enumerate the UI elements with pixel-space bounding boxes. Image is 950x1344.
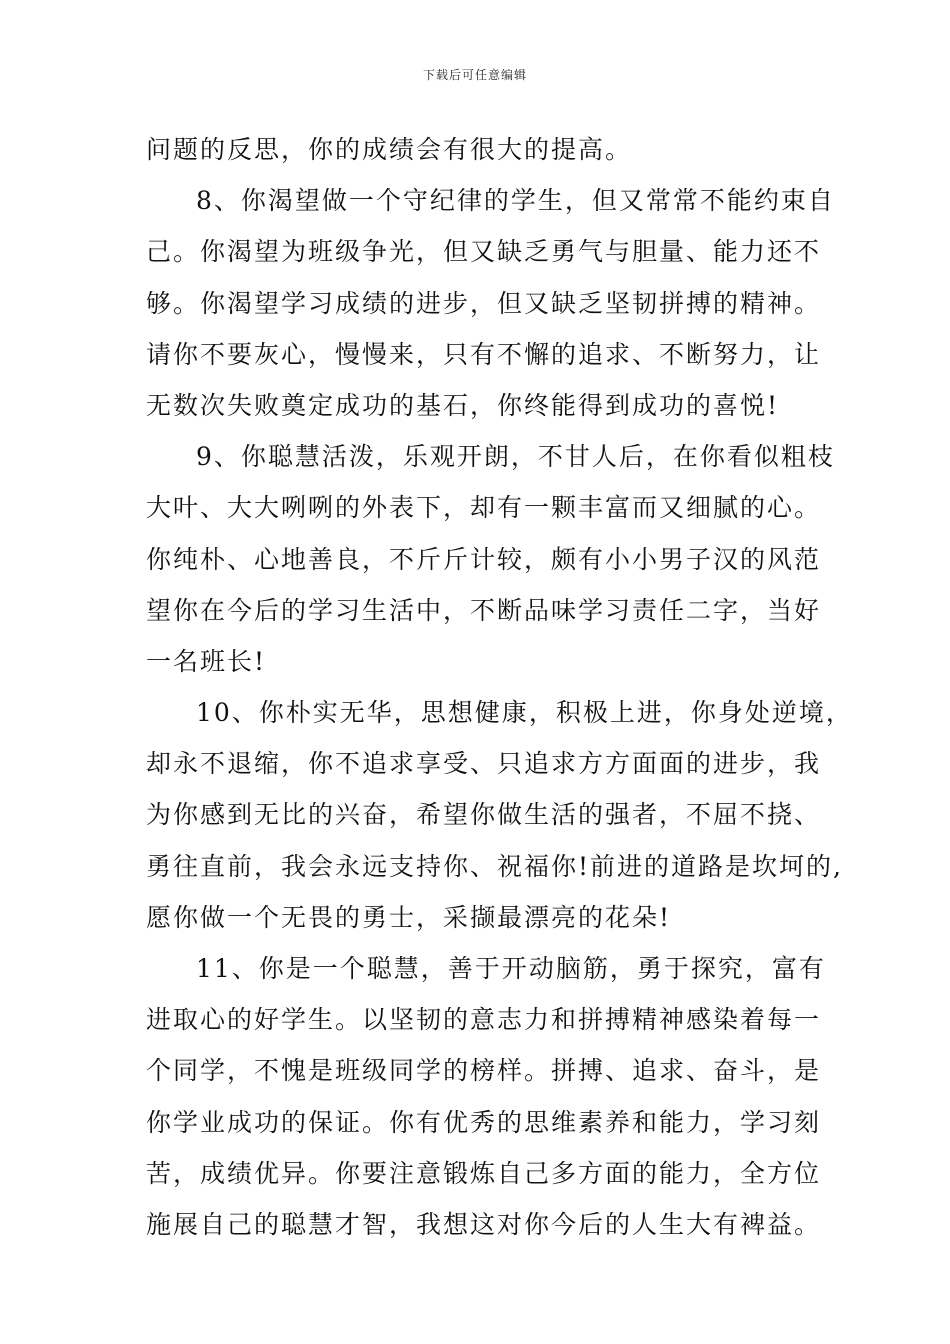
text-line: 愿你做一个无畏的勇士，采撷最漂亮的花朵!	[146, 902, 672, 932]
text-line: 10、你朴实无华，思想健康，积极上进，你身处逆境，	[196, 698, 853, 728]
text-line: 请你不要灰心，慢慢来，只有不懈的追求、不断努力，让	[146, 339, 822, 369]
text-line: 勇往直前，我会永远支持你、祝福你!前进的道路是坎坷的,	[146, 851, 843, 881]
text-line: 望你在今后的学习生活中，不断品味学习责任二字，当好	[146, 595, 822, 625]
text-line: 却永不退缩，你不追求享受、只追求方方面面的进步，我	[146, 749, 822, 779]
text-line: 你纯朴、心地善良，不斤斤计较，颇有小小男子汉的风范	[146, 544, 822, 574]
text-line: 进取心的好学生。以坚韧的意志力和拼搏精神感染着每一	[146, 1005, 822, 1035]
text-line: 8、你渴望做一个守纪律的学生，但又常常不能约束自	[196, 186, 835, 216]
document-body	[146, 124, 853, 1250]
text-line: 你学业成功的保证。你有优秀的思维素养和能力，学习刻	[146, 1107, 822, 1137]
text-line: 苦，成绩优异。你要注意锻炼自己多方面的能力，全方位	[146, 1158, 822, 1188]
text-line: 一名班长!	[146, 646, 267, 676]
text-line: 己。你渴望为班级争光，但又缺乏勇气与胆量、能力还不	[146, 237, 822, 267]
text-line: 为你感到无比的兴奋，希望你做生活的强者，不屈不挠、	[146, 800, 822, 830]
text-line: 施展自己的聪慧才智，我想这对你今后的人生大有裨益。	[146, 1209, 822, 1239]
text-line: 问题的反思，你的成绩会有很大的提高。	[146, 135, 633, 164]
text-line: 11、你是一个聪慧，善于开动脑筋，勇于探究，富有	[196, 954, 826, 983]
text-line: 9、你聪慧活泼，乐观开朗，不甘人后，在你看似粗枝	[196, 442, 835, 472]
page-header: 下载后可任意编辑	[422, 68, 527, 82]
text-line: 无数次失败奠定成功的基石，你终能得到成功的喜悦!	[146, 390, 780, 420]
text-line: 个同学，不愧是班级同学的榜样。拼搏、追求、奋斗，是	[146, 1056, 822, 1086]
text-line: 大叶、大大咧咧的外表下，却有一颗丰富而又细腻的心。	[146, 493, 822, 523]
text-line: 够。你渴望学习成绩的进步，但又缺乏坚韧拼搏的精神。	[146, 288, 822, 318]
